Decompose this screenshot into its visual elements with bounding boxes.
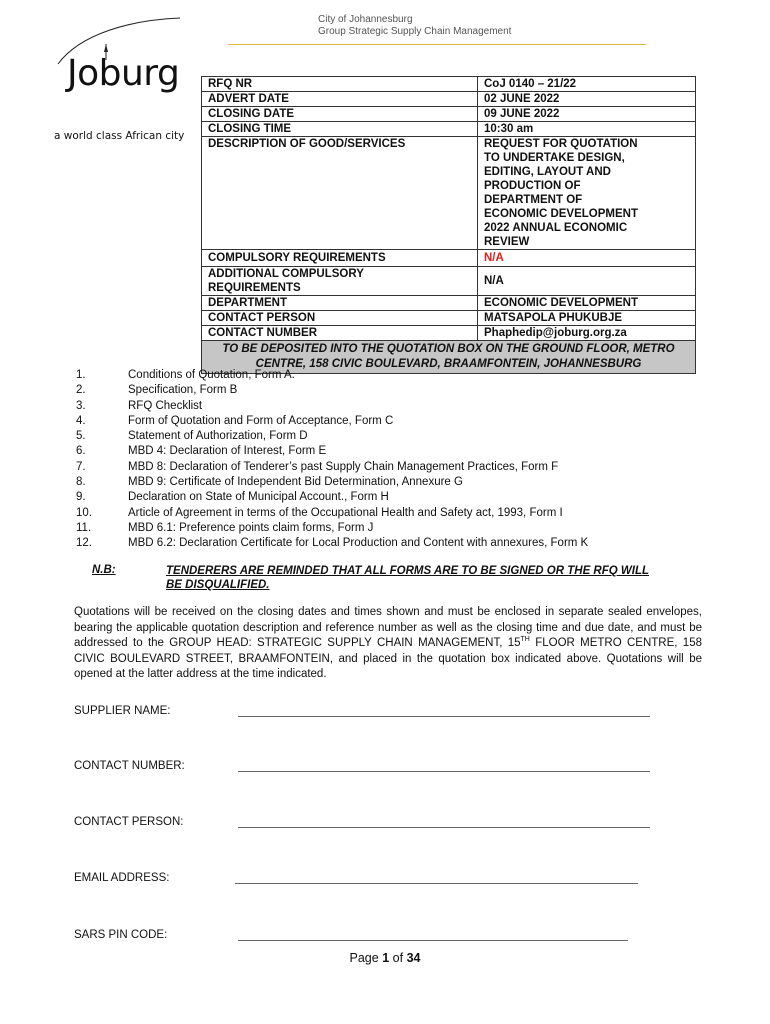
list-item (76, 383, 588, 398)
list-item-number: 8. (76, 476, 86, 489)
list-item (76, 506, 588, 521)
list-item-number: 9. (76, 491, 86, 504)
list-item (76, 399, 588, 414)
list-item-text: Specification, Form B (128, 384, 238, 397)
list-item-text: MBD 4: Declaration of Interest, Form E (128, 445, 327, 458)
email-address-field[interactable] (235, 883, 638, 884)
list-item-text: MBD 9: Certificate of Independent Bid Determination, Annexure G (128, 476, 463, 489)
list-item (76, 368, 588, 383)
closing-time-label: CLOSING TIME (202, 122, 478, 137)
description-label: DESCRIPTION OF GOOD/SERVICES (202, 137, 478, 250)
page-word: Page (349, 951, 379, 965)
closing-time-value: 10:30 am (478, 122, 696, 137)
list-item-text: Statement of Authorization, Form D (128, 430, 308, 443)
submission-instructions (74, 605, 702, 683)
nb-label: N.B: (92, 564, 116, 576)
closing-date-value: 09 JUNE 2022 (478, 107, 696, 122)
list-item-number: 3. (76, 399, 86, 412)
sars-pin-label: SARS PIN CODE: (74, 929, 168, 941)
table-row (202, 92, 696, 107)
contact-person-label: CONTACT PERSON (202, 311, 478, 326)
supplier-name-field[interactable] (238, 716, 650, 717)
closing-date-label: CLOSING DATE (202, 107, 478, 122)
list-item-text: Form of Quotation and Form of Acceptance, Form C (128, 414, 394, 427)
supplier-name-label: SUPPLIER NAME: (74, 705, 171, 717)
list-item (76, 429, 588, 444)
advert-date-value: 02 JUNE 2022 (478, 92, 696, 107)
list-item-number: 11. (76, 521, 92, 534)
list-item (76, 460, 588, 475)
rfq-nr-label: RFQ NR (202, 77, 478, 92)
list-item-text: RFQ Checklist (128, 399, 203, 412)
forms-list (76, 368, 588, 552)
list-item-text: Conditions of Quotation, Form A. (128, 369, 295, 381)
table-row (202, 296, 696, 311)
contact-number-field[interactable] (238, 771, 650, 772)
table-row (202, 122, 696, 137)
list-item (76, 536, 588, 551)
list-item (76, 444, 588, 459)
list-item-number: 7. (76, 460, 86, 473)
list-item (76, 414, 588, 429)
logo-wordmark: Joburg (67, 53, 180, 94)
list-item-number: 10. (76, 506, 92, 519)
header-divider (228, 44, 646, 45)
advert-date-label: ADVERT DATE (202, 92, 478, 107)
contact-number-label: CONTACT NUMBER (202, 326, 478, 341)
document-header (318, 14, 511, 38)
page-number (0, 951, 770, 965)
list-item (76, 475, 588, 490)
list-item-text: MBD 8: Declaration of Tenderer’s past Supply Chain Management Practices, Form F (128, 460, 559, 473)
contact-person-value: MATSAPOLA PHUKUBJE (478, 311, 696, 326)
compulsory-requirements-value: N/A (478, 250, 696, 267)
instructions-part1: Quotations will be received on the closing dates and times shown and must be enclosed in separate sealed envelopes, bearing the applicable quotation description and reference number as well as the closing time and due date, and must be addressed to the GROUP HEAD: STRATEGIC SUPPLY CHAIN MANAGEMENT, 15 (74, 606, 702, 649)
list-item-text: MBD 6.2: Declaration Certificate for Local Production and Content with annexures, Form K (128, 537, 589, 550)
rfq-nr-value: CoJ 0140 – 21/22 (478, 77, 696, 92)
table-row (202, 107, 696, 122)
table-row (202, 267, 696, 296)
header-department: Group Strategic Supply Chain Management (318, 26, 512, 37)
contact-person-field[interactable] (238, 827, 650, 828)
list-item-number: 6. (76, 445, 86, 458)
list-item (76, 490, 588, 505)
rfq-details-table (201, 76, 696, 374)
list-item-text: MBD 6.1: Preference points claim forms, Form J (128, 521, 374, 534)
list-item-number: 12. (76, 537, 92, 550)
additional-requirements-label: ADDITIONAL COMPULSORY REQUIREMENTS (202, 267, 478, 296)
contact-number-field-label: CONTACT NUMBER: (74, 760, 185, 772)
list-item-number: 5. (76, 430, 86, 443)
logo-tagline: a world class African city (54, 130, 185, 142)
table-row (202, 326, 696, 341)
compulsory-requirements-label: COMPULSORY REQUIREMENTS (202, 250, 478, 267)
description-value: REQUEST FOR QUOTATION TO UNDERTAKE DESIGN, EDITING, LAYOUT AND PRODUCTION OF DEPARTMENT OF ECONOMIC DEVELOPMENT 2022 ANNUAL ECONOMIC REVIEW (478, 137, 696, 250)
department-value: ECONOMIC DEVELOPMENT (478, 296, 696, 311)
table-row (202, 311, 696, 326)
list-item-number: 1. (76, 369, 86, 381)
joburg-logo (50, 14, 190, 146)
total-pages: 34 (406, 951, 421, 965)
list-item (76, 521, 588, 536)
table-row (202, 77, 696, 92)
table-row (202, 137, 696, 250)
contact-number-value: Phaphedip@joburg.org.za (478, 326, 696, 341)
list-item-number: 4. (76, 414, 86, 427)
additional-requirements-value: N/A (478, 267, 696, 296)
instructions-part2: FLOOR METRO CENTRE, 158 CIVIC BOULEVARD STREET, BRAAMFONTEIN, and placed in the quotation box indicated above. Quotations will be opened at the latter address at the time indicated. (74, 637, 702, 680)
current-page: 1 (382, 951, 390, 965)
sars-pin-field[interactable] (238, 940, 628, 941)
deposit-notice: TO BE DEPOSITED INTO THE QUOTATION BOX ON THE GROUND FLOOR, METRO CENTRE, 158 CIVIC BOULEVARD, BRAAMFONTEIN, JOHANNESBURG (202, 341, 696, 374)
instructions-superscript: TH (520, 636, 530, 644)
header-organisation: City of Johannesburg (318, 14, 413, 25)
contact-person-field-label: CONTACT PERSON: (74, 816, 184, 828)
table-row (202, 250, 696, 267)
nb-warning: TENDERERS ARE REMINDED THAT ALL FORMS ARE TO BE SIGNED OR THE RFQ WILL BE DISQUALIFIED. (166, 565, 650, 591)
department-label: DEPARTMENT (202, 296, 478, 311)
list-item-text: Article of Agreement in terms of the Occupational Health and Safety act, 1993, Form I (128, 506, 563, 519)
of-word: of (392, 951, 404, 965)
list-item-number: 2. (76, 384, 86, 397)
list-item-text: Declaration on State of Municipal Account., Form H (128, 491, 389, 504)
email-address-label: EMAIL ADDRESS: (74, 872, 170, 884)
